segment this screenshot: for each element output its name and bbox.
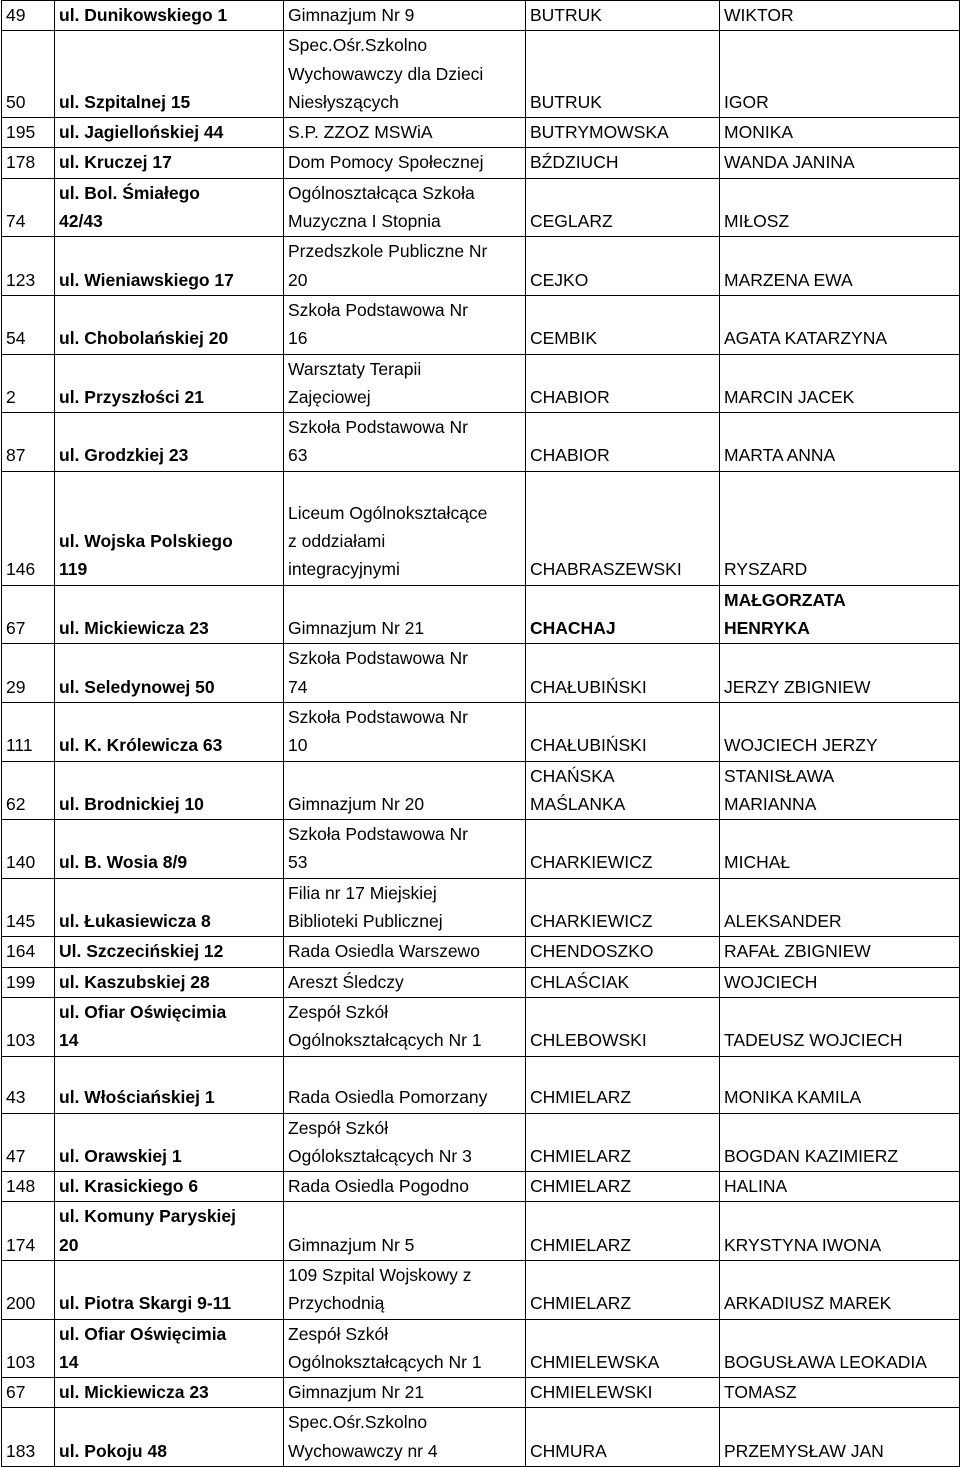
table-row xyxy=(2,471,960,585)
cell-institution-line: Gimnazjum Nr 21 xyxy=(288,1382,425,1403)
cell-first-name-line: MARZENA EWA xyxy=(724,269,853,290)
cell-institution-line: Gimnazjum Nr 21 xyxy=(288,618,425,639)
cell-surname-line: CHLEBOWSKI xyxy=(530,1030,647,1051)
table-row xyxy=(2,295,960,354)
cell-first-name-line: TADEUSZ WOJCIECH xyxy=(724,1030,903,1051)
cell-surname xyxy=(526,1172,720,1202)
cell-institution-line: Zespół Szkół xyxy=(288,1323,389,1344)
cell-institution-line: Szkoła Podstawowa Nr xyxy=(288,824,468,845)
cell-surname-line: BUTRUK xyxy=(530,5,602,25)
cell-address-line: ul. Ofiar Oświęcimia xyxy=(59,1323,227,1344)
cell-surname xyxy=(526,702,720,761)
table-row xyxy=(2,1,960,31)
table-row xyxy=(2,413,960,472)
table-row xyxy=(2,148,960,178)
cell-address xyxy=(55,237,284,296)
cell-institution-line: Gimnazjum Nr 20 xyxy=(288,793,425,814)
cell-institution-line: Ogólnokształcących Nr 1 xyxy=(288,1351,482,1372)
cell-address xyxy=(55,1113,284,1172)
cell-surname-line: CHAŃSKA xyxy=(530,765,615,786)
cell-first-name xyxy=(720,937,960,967)
cell-surname xyxy=(526,118,720,148)
cell-address-line: Ul. Szczecińskiej 12 xyxy=(59,941,224,962)
cell-number: 140 xyxy=(2,820,55,879)
cell-surname xyxy=(526,1,720,31)
cell-institution xyxy=(284,1319,526,1378)
cell-first-name xyxy=(720,1056,960,1113)
cell-number: 54 xyxy=(2,295,55,354)
cell-surname-line: CHMIELEWSKI xyxy=(530,1382,653,1403)
table-row xyxy=(2,1113,960,1172)
cell-institution-line: Rada Osiedla Pogodno xyxy=(288,1176,469,1197)
cell-institution xyxy=(284,237,526,296)
table-row xyxy=(2,1202,960,1261)
cell-number: 123 xyxy=(2,237,55,296)
cell-number: 183 xyxy=(2,1408,55,1467)
cell-first-name-line: MONIKA KAMILA xyxy=(724,1087,862,1108)
cell-address xyxy=(55,413,284,472)
cell-address xyxy=(55,148,284,178)
cell-institution-line: 63 xyxy=(288,445,308,466)
cell-address-line: ul. Łukasiewicza 8 xyxy=(59,911,211,932)
cell-first-name xyxy=(720,178,960,237)
cell-address xyxy=(55,937,284,967)
cell-first-name-line: HENRYKA xyxy=(724,618,810,639)
cell-institution-line: Rada Osiedla Pomorzany xyxy=(288,1087,488,1108)
cell-institution xyxy=(284,31,526,118)
cell-surname-line: CHMIELARZ xyxy=(530,1234,632,1255)
cell-surname xyxy=(526,178,720,237)
cell-institution-line: Filia nr 17 Miejskiej xyxy=(288,882,437,903)
cell-first-name xyxy=(720,413,960,472)
cell-address xyxy=(55,1260,284,1319)
cell-address xyxy=(55,1378,284,1408)
table-row xyxy=(2,585,960,644)
cell-institution-line: Dom Pomocy Społecznej xyxy=(288,152,484,173)
cell-surname xyxy=(526,997,720,1056)
table-row xyxy=(2,1408,960,1467)
cell-institution xyxy=(284,1113,526,1172)
cell-number: 103 xyxy=(2,1319,55,1378)
cell-institution xyxy=(284,413,526,472)
cell-first-name-line: MARIANNA xyxy=(724,793,817,814)
cell-address xyxy=(55,354,284,413)
cell-first-name xyxy=(720,1113,960,1172)
cell-institution xyxy=(284,295,526,354)
cell-number: 29 xyxy=(2,644,55,703)
cell-number: 43 xyxy=(2,1056,55,1113)
cell-address xyxy=(55,178,284,237)
table-row xyxy=(2,997,960,1056)
cell-first-name xyxy=(720,148,960,178)
cell-institution-line: Szkoła Podstawowa Nr xyxy=(288,417,468,438)
cell-first-name-line: JERZY ZBIGNIEW xyxy=(724,676,871,697)
cell-address-line: ul. K. Królewicza 63 xyxy=(59,735,223,756)
cell-first-name xyxy=(720,967,960,997)
cell-first-name-line: MIŁOSZ xyxy=(724,211,790,232)
cell-surname-line: CHAŁUBIŃSKI xyxy=(530,735,647,756)
cell-address xyxy=(55,644,284,703)
cell-first-name xyxy=(720,31,960,118)
cell-institution xyxy=(284,1260,526,1319)
cell-address xyxy=(55,967,284,997)
table-row xyxy=(2,118,960,148)
cell-first-name xyxy=(720,644,960,703)
cell-institution-line: Areszt Śledczy xyxy=(288,971,404,992)
cell-institution-line: Gimnazjum Nr 9 xyxy=(288,5,415,25)
cell-first-name-line: BOGDAN KAZIMIERZ xyxy=(724,1145,899,1166)
cell-institution xyxy=(284,967,526,997)
cell-institution-line: Ogólnoształcąca Szkoła xyxy=(288,182,475,203)
cell-institution-line: Liceum Ogólnokształcące xyxy=(288,502,488,523)
cell-address xyxy=(55,878,284,937)
cell-number: 148 xyxy=(2,1172,55,1202)
table-row xyxy=(2,31,960,118)
cell-surname-line: CHARKIEWICZ xyxy=(530,852,653,873)
cell-institution-line: Niesłyszących xyxy=(288,91,399,112)
cell-institution-line: Szkoła Podstawowa Nr xyxy=(288,648,468,669)
cell-first-name-line: WOJCIECH JERZY xyxy=(724,735,878,756)
cell-address-line: ul. Grodzkiej 23 xyxy=(59,445,189,466)
cell-surname-line: BUTRYMOWSKA xyxy=(530,122,669,143)
cell-address xyxy=(55,31,284,118)
table-row xyxy=(2,1172,960,1202)
cell-surname xyxy=(526,585,720,644)
cell-number: 174 xyxy=(2,1202,55,1261)
cell-address xyxy=(55,1202,284,1261)
cell-institution xyxy=(284,1202,526,1261)
cell-first-name xyxy=(720,1408,960,1467)
cell-institution xyxy=(284,1378,526,1408)
cell-address-line: ul. Kaszubskiej 28 xyxy=(59,971,210,992)
cell-surname xyxy=(526,820,720,879)
cell-address-line: ul. Włościańskiej 1 xyxy=(59,1087,215,1108)
cell-first-name xyxy=(720,702,960,761)
cell-address-line: ul. B. Wosia 8/9 xyxy=(59,852,188,873)
cell-first-name xyxy=(720,761,960,820)
cell-institution-line: Biblioteki Publicznej xyxy=(288,911,443,932)
cell-address-line: 119 xyxy=(59,559,88,580)
cell-first-name-line: MARTA ANNA xyxy=(724,445,836,466)
cell-institution xyxy=(284,702,526,761)
cell-address-line: ul. Chobolańskiej 20 xyxy=(59,328,229,349)
cell-institution-line: Przychodnią xyxy=(288,1293,385,1314)
cell-institution xyxy=(284,118,526,148)
cell-first-name xyxy=(720,1260,960,1319)
cell-surname-line: BUTRUK xyxy=(530,91,602,112)
cell-institution-line: 53 xyxy=(288,852,308,873)
cell-first-name-line: PRZEMYSŁAW JAN xyxy=(724,1440,884,1461)
cell-address xyxy=(55,1,284,31)
cell-address-line: ul. Pokoju 48 xyxy=(59,1440,167,1461)
cell-surname xyxy=(526,354,720,413)
table-row xyxy=(2,644,960,703)
cell-surname xyxy=(526,1202,720,1261)
table-row xyxy=(2,1260,960,1319)
cell-address-line: ul. Przyszłości 21 xyxy=(59,386,204,407)
cell-address xyxy=(55,997,284,1056)
members-table-body xyxy=(2,1,960,1467)
cell-institution xyxy=(284,178,526,237)
cell-first-name-line: WIKTOR xyxy=(724,5,794,25)
cell-address-line: ul. Brodnickiej 10 xyxy=(59,793,204,814)
cell-surname xyxy=(526,1260,720,1319)
cell-address xyxy=(55,1408,284,1467)
cell-institution-line: Muzyczna I Stopnia xyxy=(288,211,441,232)
cell-institution-line: 10 xyxy=(288,735,308,756)
cell-number: 145 xyxy=(2,878,55,937)
cell-institution-line: Zespół Szkół xyxy=(288,1001,389,1022)
cell-institution-line: Warsztaty Terapii xyxy=(288,358,422,379)
cell-address-line: 42/43 xyxy=(59,211,103,232)
cell-number: 2 xyxy=(2,354,55,413)
cell-institution-line: Zespół Szkół xyxy=(288,1117,389,1138)
cell-number: 146 xyxy=(2,471,55,585)
cell-address-line: ul. Wojska Polskiego xyxy=(59,531,233,552)
cell-institution-line: Ogólokształcących Nr 3 xyxy=(288,1145,472,1166)
cell-surname-line: CHARKIEWICZ xyxy=(530,911,653,932)
table-row xyxy=(2,761,960,820)
cell-institution-line: z oddziałami xyxy=(288,531,386,552)
cell-institution xyxy=(284,878,526,937)
cell-first-name xyxy=(720,878,960,937)
cell-address xyxy=(55,1319,284,1378)
cell-institution-line: Szkoła Podstawowa Nr xyxy=(288,299,468,320)
cell-surname-line: CHMIELARZ xyxy=(530,1293,632,1314)
cell-address-line: ul. Jagiellońskiej 44 xyxy=(59,122,224,143)
cell-address-line: ul. Dunikowskiego 1 xyxy=(59,5,228,25)
cell-institution xyxy=(284,354,526,413)
cell-address-line: ul. Seledynowej 50 xyxy=(59,676,215,697)
cell-institution-line: 16 xyxy=(288,328,308,349)
cell-institution xyxy=(284,761,526,820)
cell-first-name xyxy=(720,354,960,413)
cell-address-line: ul. Orawskiej 1 xyxy=(59,1145,182,1166)
cell-number: 67 xyxy=(2,585,55,644)
cell-surname-line: CHABIOR xyxy=(530,445,610,466)
cell-surname-line: BŹDZIUCH xyxy=(530,152,619,173)
cell-number: 164 xyxy=(2,937,55,967)
cell-surname-line: CHACHAJ xyxy=(530,618,616,639)
cell-address xyxy=(55,471,284,585)
cell-institution-line: S.P. ZZOZ MSWiA xyxy=(288,122,433,143)
table-row xyxy=(2,937,960,967)
cell-surname-line: CHABRASZEWSKI xyxy=(530,559,682,580)
table-row xyxy=(2,178,960,237)
cell-first-name-line: IGOR xyxy=(724,91,769,112)
cell-surname-line: CHMURA xyxy=(530,1440,607,1461)
cell-surname xyxy=(526,761,720,820)
cell-address xyxy=(55,761,284,820)
cell-institution-line: Rada Osiedla Warszewo xyxy=(288,941,480,962)
cell-surname-line: CHLAŚCIAK xyxy=(530,971,630,992)
cell-address-line: ul. Krasickiego 6 xyxy=(59,1176,199,1197)
cell-number: 67 xyxy=(2,1378,55,1408)
cell-institution-line: 109 Szpital Wojskowy z xyxy=(288,1264,472,1285)
cell-first-name-line: MONIKA xyxy=(724,122,794,143)
cell-first-name-line: ALEKSANDER xyxy=(724,911,842,932)
cell-first-name-line: MAŁGORZATA xyxy=(724,589,846,610)
cell-first-name xyxy=(720,1319,960,1378)
table-row xyxy=(2,237,960,296)
cell-institution xyxy=(284,1,526,31)
cell-first-name xyxy=(720,471,960,585)
cell-address-line: 14 xyxy=(59,1351,79,1372)
cell-surname xyxy=(526,878,720,937)
table-row xyxy=(2,1378,960,1408)
cell-surname-line: CEMBIK xyxy=(530,328,598,349)
cell-surname-line: CHMIELARZ xyxy=(530,1145,632,1166)
cell-surname xyxy=(526,1378,720,1408)
cell-institution xyxy=(284,820,526,879)
cell-institution xyxy=(284,1056,526,1113)
cell-number: 199 xyxy=(2,967,55,997)
cell-first-name-line: MARCIN JACEK xyxy=(724,386,855,407)
cell-address-line: ul. Szpitalnej 15 xyxy=(59,91,191,112)
cell-institution-line: Zajęciowej xyxy=(288,386,371,407)
cell-first-name-line: WOJCIECH xyxy=(724,971,818,992)
cell-number: 87 xyxy=(2,413,55,472)
cell-address-line: 20 xyxy=(59,1234,79,1255)
table-row xyxy=(2,354,960,413)
cell-institution-line: 74 xyxy=(288,676,308,697)
cell-first-name-line: TOMASZ xyxy=(724,1382,797,1403)
cell-surname xyxy=(526,967,720,997)
cell-surname xyxy=(526,295,720,354)
cell-address-line: ul. Mickiewicza 23 xyxy=(59,1382,209,1403)
cell-number: 74 xyxy=(2,178,55,237)
cell-address xyxy=(55,118,284,148)
cell-surname-line: CEGLARZ xyxy=(530,211,613,232)
cell-institution-line: Ogólnokształcących Nr 1 xyxy=(288,1030,482,1051)
cell-first-name xyxy=(720,997,960,1056)
cell-number: 62 xyxy=(2,761,55,820)
cell-first-name-line: RAFAŁ ZBIGNIEW xyxy=(724,941,871,962)
cell-address-line: ul. Kruczej 17 xyxy=(59,152,172,173)
cell-number: 178 xyxy=(2,148,55,178)
cell-institution-line: Przedszkole Publiczne Nr xyxy=(288,241,488,262)
cell-address-line: ul. Piotra Skargi 9-11 xyxy=(59,1293,232,1314)
cell-institution xyxy=(284,148,526,178)
table-row xyxy=(2,820,960,879)
cell-first-name xyxy=(720,295,960,354)
cell-surname-line: CHMIELARZ xyxy=(530,1176,632,1197)
cell-address-line: ul. Wieniawskiego 17 xyxy=(59,269,234,290)
table-row xyxy=(2,702,960,761)
cell-institution-line: Spec.Ośr.Szkolno xyxy=(288,1412,428,1433)
cell-surname xyxy=(526,31,720,118)
cell-first-name xyxy=(720,1202,960,1261)
table-row xyxy=(2,878,960,937)
cell-first-name-line: BOGUSŁAWA LEOKADIA xyxy=(724,1351,927,1372)
cell-institution xyxy=(284,1408,526,1467)
cell-address xyxy=(55,585,284,644)
cell-number: 47 xyxy=(2,1113,55,1172)
cell-surname xyxy=(526,471,720,585)
cell-address-line: ul. Komuny Paryskiej xyxy=(59,1206,237,1227)
table-row xyxy=(2,1056,960,1113)
cell-surname xyxy=(526,937,720,967)
cell-institution-line: 20 xyxy=(288,269,308,290)
cell-surname-line: CHAŁUBIŃSKI xyxy=(530,676,647,697)
cell-first-name xyxy=(720,820,960,879)
cell-institution-line: Spec.Ośr.Szkolno xyxy=(288,35,428,56)
cell-address xyxy=(55,820,284,879)
cell-institution xyxy=(284,1172,526,1202)
cell-institution xyxy=(284,644,526,703)
members-table xyxy=(1,0,960,1467)
cell-institution-line: integracyjnymi xyxy=(288,559,400,580)
cell-address-line: ul. Ofiar Oświęcimia xyxy=(59,1001,227,1022)
cell-surname xyxy=(526,1408,720,1467)
cell-first-name-line: STANISŁAWA xyxy=(724,765,835,786)
cell-address-line: ul. Mickiewicza 23 xyxy=(59,618,209,639)
cell-first-name-line: AGATA KATARZYNA xyxy=(724,328,888,349)
cell-institution xyxy=(284,997,526,1056)
cell-first-name-line: MICHAŁ xyxy=(724,852,791,873)
cell-surname xyxy=(526,1113,720,1172)
cell-first-name-line: RYSZARD xyxy=(724,559,808,580)
cell-address-line: 14 xyxy=(59,1030,79,1051)
cell-address xyxy=(55,295,284,354)
cell-institution-line: Wychowawczy nr 4 xyxy=(288,1440,438,1461)
cell-surname xyxy=(526,1056,720,1113)
cell-address xyxy=(55,1172,284,1202)
cell-institution-line: Wychowawczy dla Dzieci xyxy=(288,63,484,84)
cell-surname-line: CHMIELARZ xyxy=(530,1087,632,1108)
cell-first-name xyxy=(720,1378,960,1408)
cell-institution xyxy=(284,585,526,644)
cell-institution xyxy=(284,937,526,967)
table-row xyxy=(2,1319,960,1378)
cell-address xyxy=(55,702,284,761)
cell-institution xyxy=(284,471,526,585)
cell-surname xyxy=(526,237,720,296)
cell-surname-line: CEJKO xyxy=(530,269,589,290)
cell-first-name xyxy=(720,1172,960,1202)
cell-number: 195 xyxy=(2,118,55,148)
cell-first-name-line: KRYSTYNA IWONA xyxy=(724,1234,882,1255)
cell-surname xyxy=(526,148,720,178)
cell-number: 49 xyxy=(2,1,55,31)
cell-first-name-line: WANDA JANINA xyxy=(724,152,855,173)
cell-number: 50 xyxy=(2,31,55,118)
cell-surname-line: CHENDOSZKO xyxy=(530,941,654,962)
cell-first-name xyxy=(720,118,960,148)
cell-first-name xyxy=(720,1,960,31)
cell-address xyxy=(55,1056,284,1113)
table-row xyxy=(2,967,960,997)
cell-institution-line: Gimnazjum Nr 5 xyxy=(288,1234,415,1255)
cell-first-name xyxy=(720,585,960,644)
cell-surname xyxy=(526,1319,720,1378)
cell-number: 200 xyxy=(2,1260,55,1319)
cell-first-name xyxy=(720,237,960,296)
cell-number: 103 xyxy=(2,997,55,1056)
cell-institution-line: Szkoła Podstawowa Nr xyxy=(288,706,468,727)
cell-surname xyxy=(526,413,720,472)
cell-first-name-line: HALINA xyxy=(724,1176,788,1197)
cell-surname-line: CHABIOR xyxy=(530,386,610,407)
cell-surname-line: CHMIELEWSKA xyxy=(530,1351,660,1372)
cell-number: 111 xyxy=(2,702,55,761)
cell-surname xyxy=(526,644,720,703)
cell-address-line: ul. Bol. Śmiałego xyxy=(59,182,200,203)
cell-surname-line: MAŚLANKA xyxy=(530,793,626,814)
cell-first-name-line: ARKADIUSZ MAREK xyxy=(724,1293,892,1314)
